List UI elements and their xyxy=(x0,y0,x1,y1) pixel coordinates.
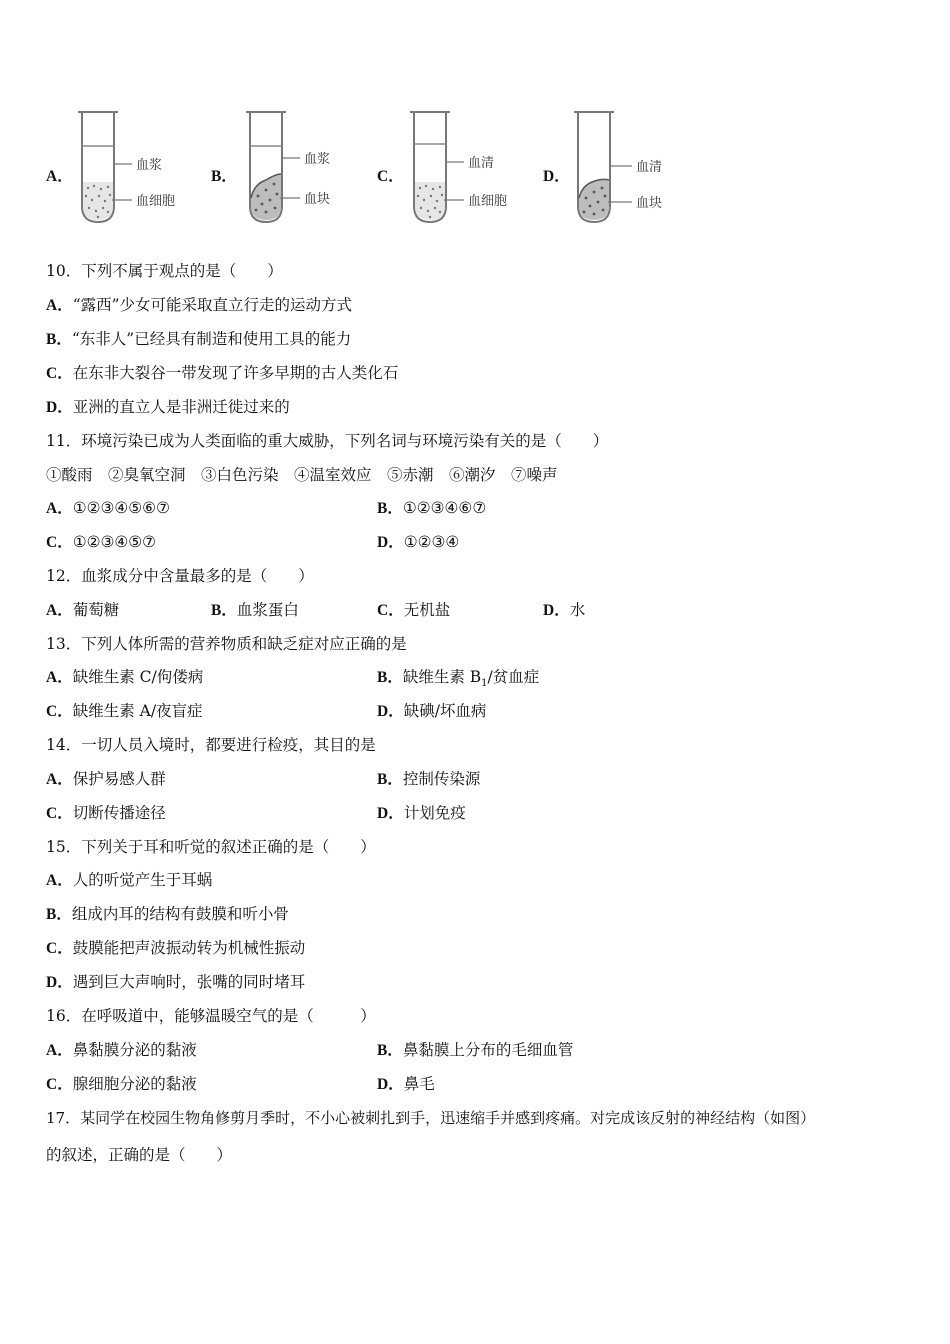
option-letter: A． xyxy=(46,297,73,314)
upper-layer-label: 血浆 xyxy=(136,158,163,173)
option-letter: C． xyxy=(46,365,73,382)
option-text: 缺维生素 B xyxy=(402,668,482,686)
option-text: ①②③④⑤⑥⑦ xyxy=(72,499,170,517)
question-11-stem: 11．环境污染已成为人类面临的重大威胁，下列名词与环境污染有关的是（ ） xyxy=(46,432,609,450)
option-text: 切断传播途径 xyxy=(72,804,166,822)
question-12-option-c xyxy=(377,600,450,621)
option-letter: D． xyxy=(377,1076,404,1093)
upper-layer-label: 血清 xyxy=(468,156,495,171)
option-text: 人的听觉产生于耳蜗 xyxy=(72,871,213,889)
lower-layer-label: 血块 xyxy=(636,196,663,211)
question-10-option-a xyxy=(46,295,352,316)
question-14-option-c xyxy=(46,803,166,824)
test-tube-diagram xyxy=(570,108,690,228)
question-15-option-d xyxy=(46,972,305,993)
question-16-option-d xyxy=(377,1074,435,1095)
question-10-option-b xyxy=(46,329,351,350)
lower-layer-label: 血块 xyxy=(304,192,331,207)
option-text: 计划免疫 xyxy=(403,804,466,822)
option-letter: A． xyxy=(46,168,73,185)
option-letter: C． xyxy=(377,602,404,619)
question-17-stem-line-1: 17．某同学在校园生物角修剪月季时，不小心被刺扎到手，迅速缩手并感到疼痛。对完成该反射的神经结构（如图） xyxy=(46,1109,816,1127)
option-letter: C． xyxy=(46,534,73,551)
option-text: 葡萄糖 xyxy=(72,601,120,619)
option-text: ①②③④ xyxy=(403,533,460,551)
question-15-option-b xyxy=(46,904,289,925)
question-15-option-c xyxy=(46,938,305,959)
lower-layer-label: 血细胞 xyxy=(136,194,176,209)
question-11-items: ①酸雨 ②臭氧空洞 ③白色污染 ④温室效应 ⑤赤潮 ⑥潮汐 ⑦噪声 xyxy=(46,466,558,484)
question-11-option-b xyxy=(377,498,486,519)
option-text: 在东非大裂谷一带发现了许多早期的古人类化石 xyxy=(72,364,399,382)
lower-layer-label: 血细胞 xyxy=(468,194,508,209)
option-text: 缺碘/坏血病 xyxy=(403,702,487,720)
option-letter: A． xyxy=(46,771,73,788)
question-11-option-d xyxy=(377,532,459,553)
option-letter: D． xyxy=(543,602,570,619)
question-13-stem: 13．下列人体所需的营养物质和缺乏症对应正确的是 xyxy=(46,635,407,653)
option-letter: A． xyxy=(46,872,73,889)
option-text: 亚洲的直立人是非洲迁徙过来的 xyxy=(72,398,290,416)
option-text: 鼻黏膜上分布的毛细血管 xyxy=(402,1041,574,1059)
option-letter: C． xyxy=(377,168,404,185)
question-16-option-b xyxy=(377,1040,573,1061)
option-letter: C． xyxy=(46,940,73,957)
option-letter: B． xyxy=(377,500,403,517)
question-13-option-b xyxy=(377,667,539,694)
option-letter: B． xyxy=(211,168,237,185)
upper-layer-label: 血清 xyxy=(636,160,663,175)
option-letter: D． xyxy=(377,805,404,822)
option-text-suffix: /贫血症 xyxy=(487,668,540,686)
option-text: 缺维生素 C/佝偻病 xyxy=(72,668,204,686)
option-letter: D． xyxy=(377,703,404,720)
option-letter: B． xyxy=(377,669,403,686)
option-text: ①②③④⑥⑦ xyxy=(402,499,487,517)
option-letter: D． xyxy=(377,534,404,551)
option-text: 血浆蛋白 xyxy=(236,601,299,619)
upper-layer-label: 血浆 xyxy=(304,152,331,167)
question-10-stem: 10．下列不属于观点的是（ ） xyxy=(46,262,283,280)
question-14-stem: 14．一切人员入境时，都要进行检疫，其目的是 xyxy=(46,736,376,754)
option-text: “露西”少女可能采取直立行走的运动方式 xyxy=(72,296,353,314)
question-13-option-d xyxy=(377,701,486,722)
test-tube-diagram xyxy=(406,108,526,228)
option-text: 鼓膜能把声波振动转为机械性振动 xyxy=(72,939,306,957)
option-text: 遇到巨大声响时，张嘴的同时堵耳 xyxy=(72,973,306,991)
option-text: “东非人”已经具有制造和使用工具的能力 xyxy=(71,330,352,348)
question-15-option-a xyxy=(46,870,212,891)
question-12-stem: 12．血浆成分中含量最多的是（ ） xyxy=(46,567,314,585)
option-letter: A． xyxy=(46,669,73,686)
option-text: 无机盐 xyxy=(403,601,451,619)
question-10-option-d xyxy=(46,397,290,418)
option-letter: B． xyxy=(46,331,72,348)
option-letter: C． xyxy=(46,805,73,822)
question-16-stem: 16．在呼吸道中，能够温暖空气的是（ ） xyxy=(46,1007,376,1025)
option-text: 水 xyxy=(569,601,586,619)
option-letter: B． xyxy=(377,1042,403,1059)
option-letter: D． xyxy=(46,399,73,416)
option-text: 鼻毛 xyxy=(403,1075,435,1093)
question-17-stem-line-2: 的叙述，正确的是（ ） xyxy=(46,1146,233,1164)
option-letter: A． xyxy=(46,1042,73,1059)
question-16-option-c xyxy=(46,1074,197,1095)
question-11-option-a xyxy=(46,498,170,519)
test-tube-diagram xyxy=(242,108,362,228)
test-tube-diagram xyxy=(74,108,194,228)
question-13-option-a xyxy=(46,667,203,688)
option-letter: A． xyxy=(46,602,73,619)
question-11-option-c xyxy=(46,532,156,553)
question-12-option-d xyxy=(543,600,585,621)
option-letter: C． xyxy=(46,703,73,720)
option-letter: B． xyxy=(46,906,72,923)
option-letter: B． xyxy=(377,771,403,788)
option-text: 鼻黏膜分泌的黏液 xyxy=(72,1041,197,1059)
question-12-option-a xyxy=(46,600,119,621)
question-12-option-b xyxy=(211,600,299,621)
option-text: ①②③④⑤⑦ xyxy=(72,533,157,551)
option-subscript: 1 xyxy=(481,678,488,690)
option-letter: A． xyxy=(46,500,73,517)
option-text: 组成内耳的结构有鼓膜和听小骨 xyxy=(71,905,289,923)
question-14-option-b xyxy=(377,769,480,790)
option-letter: D． xyxy=(543,168,570,185)
question-16-option-a xyxy=(46,1040,197,1061)
option-text: 控制传染源 xyxy=(402,770,481,788)
question-14-option-d xyxy=(377,803,466,824)
option-text: 保护易感人群 xyxy=(72,770,166,788)
question-13-option-c xyxy=(46,701,203,722)
option-letter: C． xyxy=(46,1076,73,1093)
option-letter: D． xyxy=(46,974,73,991)
question-15-stem: 15．下列关于耳和听觉的叙述正确的是（ ） xyxy=(46,838,376,856)
option-letter: B． xyxy=(211,602,237,619)
option-text: 腺细胞分泌的黏液 xyxy=(72,1075,197,1093)
question-10-option-c xyxy=(46,363,398,384)
question-14-option-a xyxy=(46,769,166,790)
option-text: 缺维生素 A/夜盲症 xyxy=(72,702,203,720)
